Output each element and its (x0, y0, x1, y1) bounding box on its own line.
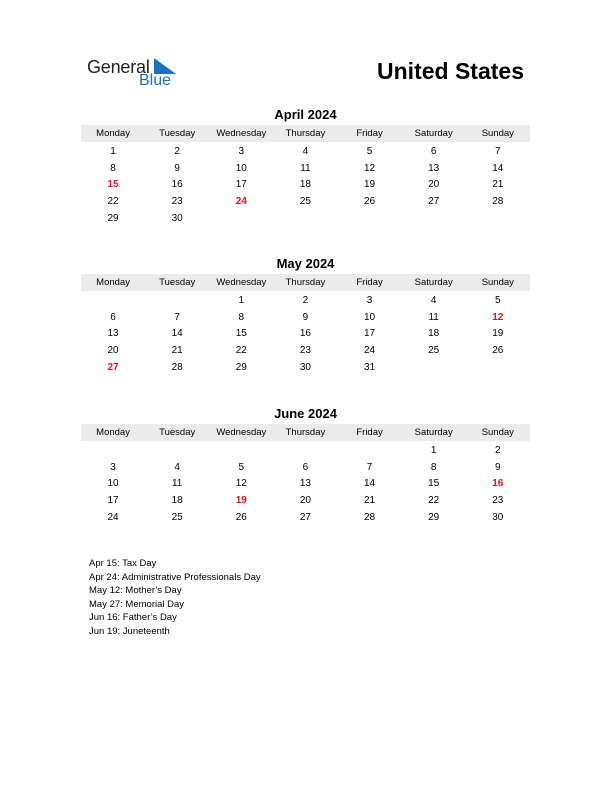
day-cell: 17 (235, 179, 247, 191)
weekday-header: Thursday (273, 274, 337, 291)
empty-day-cell (273, 443, 337, 460)
month-title: May 2024 (276, 256, 335, 271)
day-cell: 19 (492, 328, 504, 340)
day-cell: 13 (428, 162, 440, 174)
month-june (81, 406, 530, 526)
day-cell: 23 (171, 196, 183, 208)
day-cell: 30 (299, 361, 311, 373)
day-cell: 14 (492, 162, 504, 174)
day-cell: 25 (428, 345, 440, 357)
day-cell: 15 (235, 328, 247, 340)
logo-general-text: General (87, 57, 150, 77)
day-cell: 24 (107, 511, 119, 523)
day-cell: 2 (302, 295, 309, 306)
day-cell: 8 (238, 311, 245, 323)
day-cell: 17 (107, 495, 119, 507)
day-cell: 15 (428, 478, 440, 490)
day-cell: 16 (171, 179, 183, 191)
holiday-note: Apr 15: Tax Day (89, 558, 157, 569)
day-cell: 6 (430, 146, 437, 157)
day-cell: 11 (428, 311, 439, 323)
day-cell: 2 (174, 146, 180, 157)
day-cell: 17 (364, 328, 376, 340)
day-cell: 22 (428, 495, 440, 507)
weekday-header: Friday (338, 274, 402, 291)
day-cell: 10 (364, 311, 376, 323)
day-cell: 25 (171, 511, 183, 523)
day-cell: 14 (364, 478, 376, 490)
holiday-notes (89, 557, 261, 638)
weekday-header: Sunday (466, 424, 530, 441)
logo (86, 55, 186, 95)
day-cell: 28 (492, 196, 504, 208)
holiday-day-cell: 12 (492, 311, 504, 323)
day-cell: 27 (428, 196, 440, 208)
weekday-header-row (81, 123, 530, 144)
day-cell: 11 (171, 478, 183, 490)
weekday-header: Sunday (466, 274, 530, 291)
weekday-header: Sunday (466, 125, 530, 142)
day-cell: 6 (302, 461, 309, 473)
day-cell: 4 (174, 461, 180, 473)
day-cell: 28 (171, 361, 183, 373)
weekday-header-row (81, 422, 530, 443)
day-cell: 29 (107, 212, 119, 224)
day-cell: 13 (107, 328, 119, 340)
weekday-header: Tuesday (145, 424, 209, 441)
logo-blue-text: Blue (139, 72, 172, 89)
day-cell: 31 (364, 361, 376, 373)
empty-day-cell (145, 443, 209, 460)
weekday-header: Wednesday (209, 424, 273, 441)
holiday-day-cell: 27 (107, 361, 119, 373)
day-cell: 24 (364, 345, 376, 357)
day-cell: 20 (428, 179, 440, 191)
day-cell: 23 (492, 495, 504, 507)
weekday-header: Thursday (273, 424, 337, 441)
empty-day-cell (209, 443, 273, 460)
weekday-header: Saturday (402, 424, 466, 441)
day-grid (81, 144, 530, 227)
day-cell: 25 (299, 196, 311, 208)
day-cell: 14 (171, 328, 183, 340)
day-cell: 7 (495, 146, 501, 157)
weekday-header: Monday (81, 424, 145, 441)
day-cell: 10 (235, 162, 247, 174)
day-cell: 3 (366, 295, 373, 306)
day-cell: 21 (364, 495, 376, 507)
day-cell: 18 (171, 495, 183, 507)
holiday-day-cell: 16 (492, 478, 504, 490)
day-cell: 29 (235, 361, 247, 373)
weekday-header: Monday (81, 125, 145, 142)
day-cell: 10 (107, 478, 119, 490)
day-grid (81, 293, 530, 376)
holiday-note: Jun 19: Juneteenth (89, 625, 170, 637)
day-cell: 29 (428, 511, 440, 523)
month-april (81, 107, 530, 227)
empty-day-cell (338, 443, 402, 460)
day-cell: 12 (364, 162, 376, 174)
weekday-header: Monday (81, 274, 145, 291)
day-cell: 23 (299, 345, 311, 357)
weekday-header: Saturday (402, 274, 466, 291)
month-title: June 2024 (274, 406, 337, 421)
day-cell: 26 (364, 196, 376, 208)
day-cell: 21 (492, 179, 504, 191)
day-cell: 26 (492, 345, 504, 357)
day-cell: 12 (235, 478, 247, 490)
day-cell: 30 (492, 511, 504, 523)
weekday-header: Thursday (273, 125, 337, 142)
holiday-note: Apr 24: Administrative Professionals Day (89, 571, 261, 583)
weekday-header: Wednesday (209, 125, 273, 142)
day-cell: 27 (299, 511, 311, 523)
empty-day-cell (81, 443, 145, 460)
day-cell: 9 (495, 461, 501, 473)
day-cell: 8 (430, 461, 437, 473)
weekday-header: Friday (338, 424, 402, 441)
holiday-note: Jun 16: Father’s Day (89, 612, 177, 623)
day-cell: 6 (110, 311, 116, 323)
empty-day-cell (81, 293, 145, 310)
day-cell: 21 (171, 345, 183, 357)
day-cell: 4 (430, 295, 437, 306)
day-cell: 22 (107, 196, 119, 208)
day-cell: 28 (364, 511, 376, 523)
day-cell: 18 (299, 179, 311, 191)
day-cell: 20 (299, 495, 311, 507)
day-cell: 30 (171, 212, 183, 224)
weekday-header: Tuesday (145, 274, 209, 291)
weekday-header: Friday (338, 125, 402, 142)
day-cell: 22 (235, 345, 247, 357)
empty-day-cell (145, 293, 209, 310)
country-title: United States (377, 58, 524, 84)
day-cell: 9 (174, 162, 180, 174)
day-cell: 5 (238, 461, 245, 473)
day-cell: 8 (110, 162, 116, 174)
month-may (81, 256, 530, 376)
day-cell: 9 (302, 311, 309, 323)
day-cell: 5 (495, 295, 501, 306)
day-cell: 3 (110, 461, 116, 473)
weekday-header: Wednesday (209, 274, 273, 291)
weekday-header-row (81, 272, 530, 293)
holiday-day-cell: 24 (235, 196, 247, 208)
day-cell: 1 (238, 295, 245, 306)
weekday-header: Saturday (402, 125, 466, 142)
day-cell: 16 (299, 328, 311, 340)
day-cell: 2 (495, 445, 501, 456)
month-title: April 2024 (274, 107, 337, 122)
day-cell: 1 (110, 146, 116, 157)
holiday-day-cell: 19 (235, 495, 247, 507)
holiday-day-cell: 15 (107, 179, 119, 191)
day-cell: 13 (299, 478, 311, 490)
day-cell: 19 (364, 179, 376, 191)
day-cell: 1 (430, 445, 437, 456)
day-cell: 7 (366, 461, 373, 473)
holiday-note: May 27: Memorial Day (89, 598, 185, 610)
day-cell: 20 (107, 345, 119, 357)
day-cell: 11 (300, 162, 311, 174)
day-cell: 4 (302, 146, 309, 157)
day-cell: 7 (174, 311, 180, 323)
day-cell: 5 (366, 146, 373, 157)
day-cell: 18 (428, 328, 440, 340)
day-grid (81, 443, 530, 526)
day-cell: 26 (235, 511, 247, 523)
weekday-header: Tuesday (145, 125, 209, 142)
holiday-note: May 12: Mother’s Day (89, 585, 182, 596)
day-cell: 3 (238, 146, 245, 157)
